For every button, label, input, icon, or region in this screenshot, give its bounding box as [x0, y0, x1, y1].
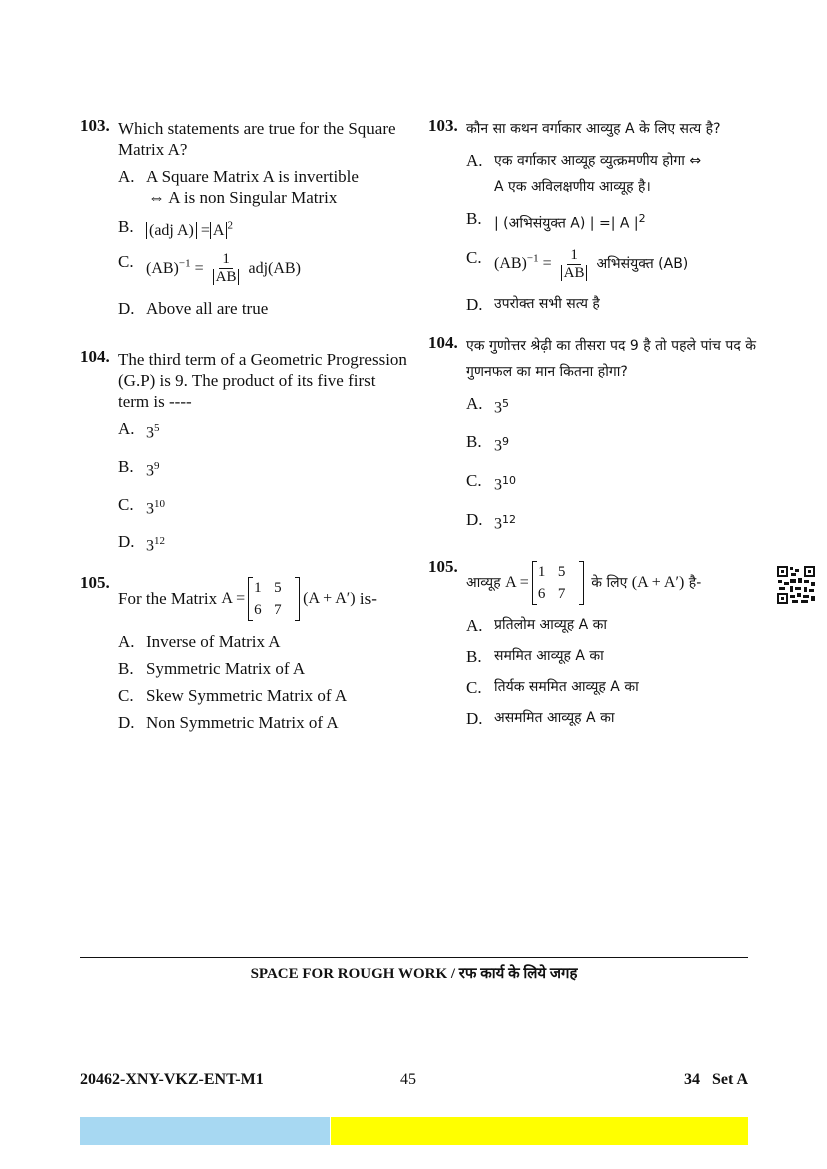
matrix-cell: 7: [274, 601, 282, 618]
option-exponent: 5: [154, 422, 160, 435]
footer-bar-blue: [80, 1117, 330, 1145]
option-a: [118, 166, 410, 208]
matrix-name: A =: [505, 574, 529, 592]
numerator: 1: [219, 251, 233, 269]
question-105-hi: [428, 557, 758, 729]
option-label: A.: [466, 393, 483, 413]
option-d: [466, 294, 758, 315]
option-base: 3: [494, 399, 502, 417]
option-label: A.: [118, 419, 135, 439]
option-label: B.: [466, 647, 482, 667]
option-base: 3: [494, 515, 502, 533]
option-b: [466, 646, 758, 667]
option-exponent: 5: [502, 396, 509, 410]
option-b: [466, 208, 758, 235]
option-label: C.: [118, 252, 134, 272]
option-b: [118, 658, 410, 679]
option-base: 3: [146, 537, 154, 555]
equals: =: [542, 254, 552, 272]
question-text: एक गुणोत्तर श्रेढ़ी का तीसरा पद 9 है तो पहले पांच पद के गुणनफल का मान कितना होगा?: [466, 337, 756, 380]
option-base: 3: [494, 476, 502, 494]
option-text: A Square Matrix A is invertible: [146, 167, 359, 186]
question-prefix: For the Matrix: [118, 589, 218, 609]
denominator: AB: [213, 269, 240, 285]
rhs-term: adj(AB): [248, 259, 301, 277]
option-label: C.: [118, 685, 134, 705]
option-text: Inverse of Matrix A: [146, 631, 281, 651]
option-a: [466, 393, 758, 420]
option-c: [466, 247, 758, 282]
option-label: B.: [466, 432, 482, 452]
option-exponent: 9: [502, 435, 509, 449]
option-base: 3: [146, 462, 154, 480]
equals: =: [194, 259, 204, 277]
option-label: C.: [466, 470, 482, 490]
option-a: [466, 148, 758, 200]
question-104-hi: [428, 333, 758, 536]
option-label: D.: [466, 294, 483, 314]
question-text: Which statements are true for the Square Matrix A?: [118, 119, 396, 159]
matrix-expression: (A + A′): [631, 574, 685, 592]
matrix-expression: (A + A′): [303, 590, 356, 608]
question-mid: के लिए: [591, 575, 628, 592]
lhs-term: (AB): [494, 254, 527, 272]
question-suffix: is-: [359, 589, 377, 609]
set-label: 34 Set A: [684, 1071, 748, 1088]
question-103-en: [80, 116, 410, 319]
option-label: D.: [466, 709, 483, 729]
option-label: B.: [118, 217, 134, 236]
matrix-cell: 1: [537, 564, 546, 581]
matrix: [248, 577, 300, 621]
option-d: [118, 298, 410, 319]
option-text: | (अभिसंयुक्त A) | =| A |: [494, 215, 639, 232]
rough-work-heading: SPACE FOR ROUGH WORK / रफ कार्य के लिये जगह: [250, 966, 578, 982]
option-text: Symmetric Matrix of A: [146, 658, 306, 678]
option-exponent: 12: [502, 512, 516, 526]
option-exponent: 10: [154, 497, 165, 510]
option-text: प्रतिलोम आव्यूह A का: [494, 617, 608, 634]
option-text-cont: ⇔ A is non Singular Matrix: [148, 188, 338, 207]
option-a: [118, 418, 410, 444]
question-text: The third term of a Geometric Progression (G.P) is 9. The product of its five first term is ----: [118, 350, 407, 412]
matrix-cell: 7: [557, 586, 566, 603]
math-expression: [494, 246, 596, 281]
question-103-hi: [428, 116, 758, 315]
option-c: [466, 677, 758, 698]
question-105-en: [80, 573, 410, 733]
option-label: A.: [118, 167, 135, 186]
matrix-cell: 6: [254, 601, 262, 618]
adj-term: (adj A): [149, 222, 194, 240]
option-label: A.: [466, 616, 483, 636]
option-b: [118, 216, 410, 241]
math-expression: [146, 251, 301, 286]
matrix-cell: 5: [274, 579, 282, 596]
option-label: A.: [466, 151, 483, 170]
question-number: 103.: [80, 116, 110, 135]
option-c: [118, 251, 410, 286]
option-label: A.: [118, 631, 135, 651]
matrix: [532, 561, 584, 605]
question-text: [118, 573, 410, 621]
option-text: असममित आव्यूह A का: [494, 710, 615, 727]
option-base: 3: [494, 437, 502, 455]
option-label: C.: [118, 494, 134, 514]
question-text: कौन सा कथन वर्गाकार आव्युह A के लिए सत्य है?: [466, 121, 721, 137]
option-d: [118, 712, 410, 733]
question-104-en: [80, 347, 410, 557]
option-b: [118, 456, 410, 482]
paper-code: 20462-XNY-VKZ-ENT-M1: [80, 1071, 264, 1088]
math-expression: (adj A) = A $^2$: [146, 222, 233, 239]
option-text: Above all are true: [146, 299, 269, 319]
page-number: 45: [400, 1071, 416, 1088]
fraction: [210, 251, 243, 286]
matrix-name: A =: [221, 590, 246, 608]
option-a: [466, 615, 758, 636]
option-a: [118, 631, 410, 652]
option-text-cont: A एक अविलक्षणीय आव्यूह है।: [494, 179, 651, 195]
option-exponent: 9: [154, 459, 160, 472]
option-label: B.: [466, 209, 482, 228]
option-text: Skew Symmetric Matrix of A: [146, 685, 348, 705]
question-number: 103.: [428, 116, 458, 135]
option-c: [118, 685, 410, 706]
option-c: [118, 494, 410, 520]
qr-code-icon: [776, 565, 816, 605]
option-text: एक वर्गाकार आव्यूह व्युत्क्रमणीय होगा ⇔: [494, 153, 702, 169]
option-base: 3: [146, 424, 154, 442]
exponent: 2: [638, 212, 646, 225]
fraction: [558, 247, 591, 282]
option-label: D.: [118, 532, 135, 552]
exponent: −1: [526, 252, 539, 265]
option-label: D.: [118, 299, 135, 319]
option-d: [118, 531, 410, 557]
hindi-column: [428, 116, 758, 729]
option-exponent: 12: [154, 535, 165, 548]
det-term: A: [212, 222, 225, 240]
question-number: 104.: [80, 347, 110, 367]
lhs-term: (AB): [146, 259, 179, 277]
option-b: [466, 431, 758, 458]
question-suffix: है-: [688, 575, 702, 592]
option-label: C.: [466, 247, 482, 267]
exponent: 2: [227, 220, 233, 232]
rough-work-divider: [80, 957, 748, 958]
option-text: Non Symmetric Matrix of A: [146, 712, 339, 732]
option-text: उपरोक्त सभी सत्य है: [494, 295, 600, 312]
footer-bar-yellow: [331, 1117, 748, 1145]
matrix-cell: 1: [254, 579, 262, 596]
english-column: [80, 116, 410, 733]
matrix-cell: 6: [537, 586, 546, 603]
denominator: AB: [561, 265, 588, 281]
question-number: 104.: [428, 332, 458, 352]
option-text: सममित आव्यूह A का: [494, 648, 604, 665]
rhs-term: अभिसंयुक्त (AB): [596, 255, 689, 272]
option-exponent: 10: [502, 473, 516, 487]
option-label: B.: [118, 658, 134, 678]
question-text: [466, 557, 758, 605]
question-number: 105.: [80, 572, 110, 592]
option-text: तिर्यक सममित आव्यूह A का: [494, 679, 639, 696]
exponent: −1: [178, 257, 191, 270]
option-d: [466, 509, 758, 536]
option-label: D.: [466, 509, 483, 529]
matrix-cell: 5: [557, 564, 566, 581]
question-prefix: आव्यूह: [466, 575, 501, 592]
option-label: D.: [118, 712, 135, 732]
option-c: [466, 470, 758, 497]
numerator: 1: [567, 247, 581, 265]
option-label: B.: [118, 456, 134, 476]
option-d: [466, 708, 758, 729]
question-number: 105.: [428, 557, 458, 577]
option-label: C.: [466, 678, 482, 698]
option-base: 3: [146, 500, 154, 518]
